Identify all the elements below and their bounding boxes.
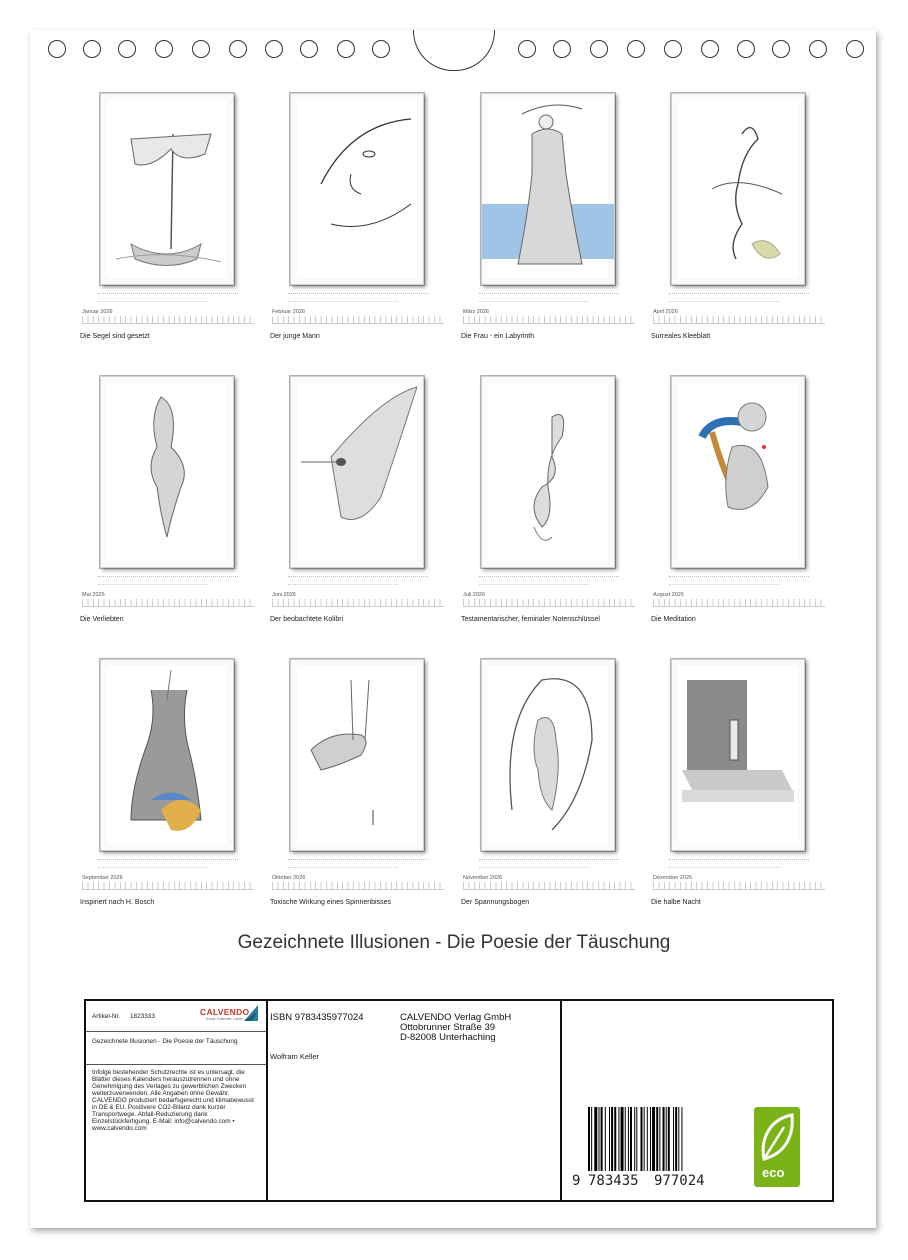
caption-scribble <box>669 584 779 586</box>
barcode-bar <box>650 1107 651 1171</box>
calvendo-mark-icon <box>244 1005 258 1021</box>
barcode-digit-first: 9 <box>572 1173 581 1189</box>
day-strip <box>463 316 635 323</box>
barcode-bar <box>678 1107 679 1171</box>
month-cell <box>461 93 636 353</box>
binding-hole <box>372 40 390 58</box>
caption-scribble <box>479 584 589 586</box>
binding-hole <box>518 40 536 58</box>
barcode-bar <box>656 1107 658 1171</box>
day-strip-line <box>272 889 444 890</box>
barcode-bar <box>668 1107 670 1171</box>
barcode-bar <box>663 1107 665 1171</box>
caption-scribble <box>288 867 398 869</box>
artwork-thumbnail <box>671 376 805 568</box>
artwork-sketch <box>291 94 423 284</box>
publisher-street: Ottobrunner Straße 39 <box>400 1022 496 1033</box>
artwork-sketch <box>101 377 233 567</box>
artwork-title: Die Meditation <box>651 616 696 623</box>
caption-scribble <box>288 859 428 861</box>
artwork-thumbnail <box>290 93 424 285</box>
artwork-thumbnail <box>671 93 805 285</box>
caption-scribble <box>479 293 619 295</box>
day-strip-line <box>463 606 635 607</box>
caption-scribble <box>98 859 238 861</box>
month-label: September 2026 <box>82 875 123 881</box>
artwork-thumbnail <box>481 376 615 568</box>
binding-hole <box>664 40 682 58</box>
month-cell <box>651 659 826 919</box>
caption-scribble <box>669 859 809 861</box>
month-cell <box>80 93 255 353</box>
binding-hole <box>229 40 247 58</box>
barcode-bar <box>609 1107 610 1171</box>
artwork-title: Surreales Kleeblatt <box>651 333 711 340</box>
barcode-bar <box>630 1107 632 1171</box>
binding-hole <box>737 40 755 58</box>
legal-notice: Infolge bestehender Schutzrechte ist es untersagt, die Blätter dieses Kalenders herauszutrennen und ohne Genehmigung des Verlages zu gewerblichen Zwecken weiterzuverwenden. Alle Angaben ohne Gewähr. CALVENDO produziert bedarfsgerecht und klimabewusst in DE & EU. Positivere CO2-Bilanz dank kurzer Transportwege. Abfall-Reduzierung dank Einzelstückfertigung. E-Mail: info@calvendo.com • www.calvendo.com <box>92 1069 254 1132</box>
day-strip-line <box>653 606 825 607</box>
author-name: Wolfram Keller <box>270 1052 320 1061</box>
barcode-bar <box>618 1107 619 1171</box>
artwork-sketch <box>482 660 614 850</box>
binding-hole <box>300 40 318 58</box>
artwork-sketch <box>291 660 423 850</box>
barcode-bar <box>641 1107 643 1171</box>
artwork-sketch <box>482 377 614 567</box>
artwork-title: Die Verliebten <box>80 616 124 623</box>
day-strip-line <box>653 323 825 324</box>
artwork-title: Die Frau - ein Labyrinth <box>461 333 535 340</box>
product-info-box <box>84 999 834 1202</box>
barcode-digits-right: 977024 <box>654 1173 705 1189</box>
caption-scribble <box>669 293 809 295</box>
barcode-bar <box>644 1107 645 1171</box>
artwork-thumbnail <box>100 376 234 568</box>
day-strip <box>653 316 825 323</box>
caption-scribble <box>98 584 208 586</box>
leaf-icon <box>758 1113 796 1163</box>
barcode-bar <box>605 1107 606 1171</box>
binding-hole <box>590 40 608 58</box>
month-cell <box>80 659 255 919</box>
caption-scribble <box>669 867 779 869</box>
artwork-thumbnail <box>100 659 234 851</box>
day-strip-line <box>463 889 635 890</box>
barcode-bar <box>666 1107 667 1171</box>
binding-hole <box>265 40 283 58</box>
artwork-sketch <box>672 94 804 284</box>
publisher-city: D-82008 Unterhaching <box>400 1032 496 1043</box>
artwork-sketch <box>482 94 614 284</box>
month-label: Juni 2026 <box>272 592 296 598</box>
isbn-text: ISBN 9783435977024 <box>270 1012 364 1023</box>
caption-scribble <box>288 584 398 586</box>
barcode-bar <box>652 1107 655 1171</box>
day-strip-line <box>653 889 825 890</box>
month-label: Mai 2026 <box>82 592 105 598</box>
barcode-bar <box>621 1107 624 1171</box>
month-label: Dezember 2026 <box>653 875 693 881</box>
barcode-bar <box>659 1107 660 1171</box>
calvendo-logo: CALVENDO <box>200 1007 250 1017</box>
artwork-sketch <box>101 94 233 284</box>
caption-scribble <box>98 576 238 578</box>
month-cell <box>80 376 255 636</box>
month-label: November 2026 <box>463 875 503 881</box>
month-label: Januar 2026 <box>82 309 113 315</box>
day-strip-line <box>463 323 635 324</box>
barcode-bar <box>591 1107 592 1171</box>
month-cell <box>270 376 445 636</box>
barcode-bar <box>628 1107 629 1171</box>
day-strip <box>272 882 444 889</box>
month-label: April 2026 <box>653 309 678 315</box>
month-cell <box>461 659 636 919</box>
day-strip <box>82 316 254 323</box>
info-column-middle <box>268 1001 562 1200</box>
barcode-digits-left: 783435 <box>588 1173 639 1189</box>
day-strip <box>463 599 635 606</box>
binding-hole <box>846 40 864 58</box>
caption-scribble <box>669 301 779 303</box>
day-strip <box>463 882 635 889</box>
artwork-title: Der beobachtete Kolibri <box>270 616 344 623</box>
product-title: Gezeichnete Illusionen - Die Poesie der Täuschung <box>92 1038 238 1045</box>
artwork-title: Toxische Wirkung eines Spinnenbisses <box>270 899 392 906</box>
barcode-bar <box>636 1107 637 1171</box>
binding-hole <box>83 40 101 58</box>
caption-scribble <box>288 576 428 578</box>
binding-hole <box>772 40 790 58</box>
barcode-bar <box>611 1107 613 1171</box>
caption-scribble <box>98 293 238 295</box>
barcode-bar <box>594 1107 597 1171</box>
day-strip-line <box>82 889 254 890</box>
artwork-sketch <box>101 660 233 850</box>
artwork-title: Testamentarischer, feminaler Notenschlüssel <box>461 616 600 623</box>
eco-label: eco <box>762 1165 785 1180</box>
info-column-left <box>86 1001 268 1200</box>
day-strip <box>82 882 254 889</box>
month-label: Februar 2026 <box>272 309 306 315</box>
caption-scribble <box>288 293 428 295</box>
month-label: März 2026 <box>463 309 489 315</box>
caption-scribble <box>669 576 809 578</box>
calvendo-tagline: Kunst. Kalender. Leben. <box>206 1017 245 1021</box>
caption-scribble <box>288 301 398 303</box>
barcode-bar <box>681 1107 682 1171</box>
binding-hole <box>553 40 571 58</box>
artwork-sketch <box>291 377 423 567</box>
calendar-title: Gezeichnete Illusionen - Die Poesie der Täuschung <box>237 932 671 953</box>
publisher-name: CALVENDO Verlag GmbH <box>400 1012 512 1023</box>
caption-scribble <box>479 301 589 303</box>
article-label: Artikel-Nr. <box>92 1013 121 1020</box>
article-row <box>86 1001 266 1032</box>
article-number: 1823333 <box>130 1013 155 1020</box>
artwork-title: Der Spannungsbogen <box>461 899 530 906</box>
eco-badge <box>754 1107 800 1187</box>
barcode-bar <box>588 1107 590 1171</box>
month-cell <box>651 376 826 636</box>
artwork-sketch <box>672 377 804 567</box>
artwork-thumbnail <box>290 376 424 568</box>
month-label: August 2026 <box>653 592 684 598</box>
artwork-thumbnail <box>100 93 234 285</box>
day-strip <box>272 316 444 323</box>
artwork-title: Der junge Mann <box>270 333 320 340</box>
barcode-bar <box>601 1107 603 1171</box>
artwork-thumbnail <box>290 659 424 851</box>
binding-hole <box>701 40 719 58</box>
artwork-thumbnail <box>671 659 805 851</box>
barcode-bar <box>614 1107 616 1171</box>
barcode <box>588 1107 716 1171</box>
binding-hole <box>337 40 355 58</box>
caption-scribble <box>98 867 208 869</box>
day-strip <box>653 882 825 889</box>
month-label: Juli 2026 <box>463 592 486 598</box>
binding-hole <box>192 40 210 58</box>
month-label: Oktober 2026 <box>272 875 306 881</box>
caption-scribble <box>479 859 619 861</box>
binding-hole <box>809 40 827 58</box>
barcode-bar <box>599 1107 600 1171</box>
barcode-bar <box>625 1107 626 1171</box>
day-strip <box>82 599 254 606</box>
product-title-row <box>86 1032 266 1065</box>
caption-scribble <box>479 867 589 869</box>
binding-hole <box>48 40 66 58</box>
barcode-bar <box>647 1107 648 1171</box>
day-strip-line <box>272 323 444 324</box>
day-strip <box>272 599 444 606</box>
artwork-sketch <box>672 660 804 850</box>
info-column-right <box>562 1001 832 1200</box>
caption-scribble <box>98 301 208 303</box>
artwork-title: Inspiriert nach H. Bosch <box>80 899 155 906</box>
day-strip-line <box>82 323 254 324</box>
binding-hole <box>627 40 645 58</box>
day-strip-line <box>82 606 254 607</box>
month-cell <box>461 376 636 636</box>
artwork-title: Die Segel sind gesetzt <box>80 333 150 340</box>
binding-hole <box>155 40 173 58</box>
artwork-thumbnail <box>481 659 615 851</box>
artwork-thumbnail <box>481 93 615 285</box>
month-cell <box>270 659 445 919</box>
month-cell <box>270 93 445 353</box>
barcode-bar <box>675 1107 677 1171</box>
binding-hole <box>118 40 136 58</box>
barcode-bar <box>673 1107 674 1171</box>
day-strip-line <box>272 606 444 607</box>
barcode-bar <box>634 1107 635 1171</box>
caption-scribble <box>479 576 619 578</box>
month-cell <box>651 93 826 353</box>
artwork-title: Die halbe Nacht <box>651 899 701 906</box>
day-strip <box>653 599 825 606</box>
